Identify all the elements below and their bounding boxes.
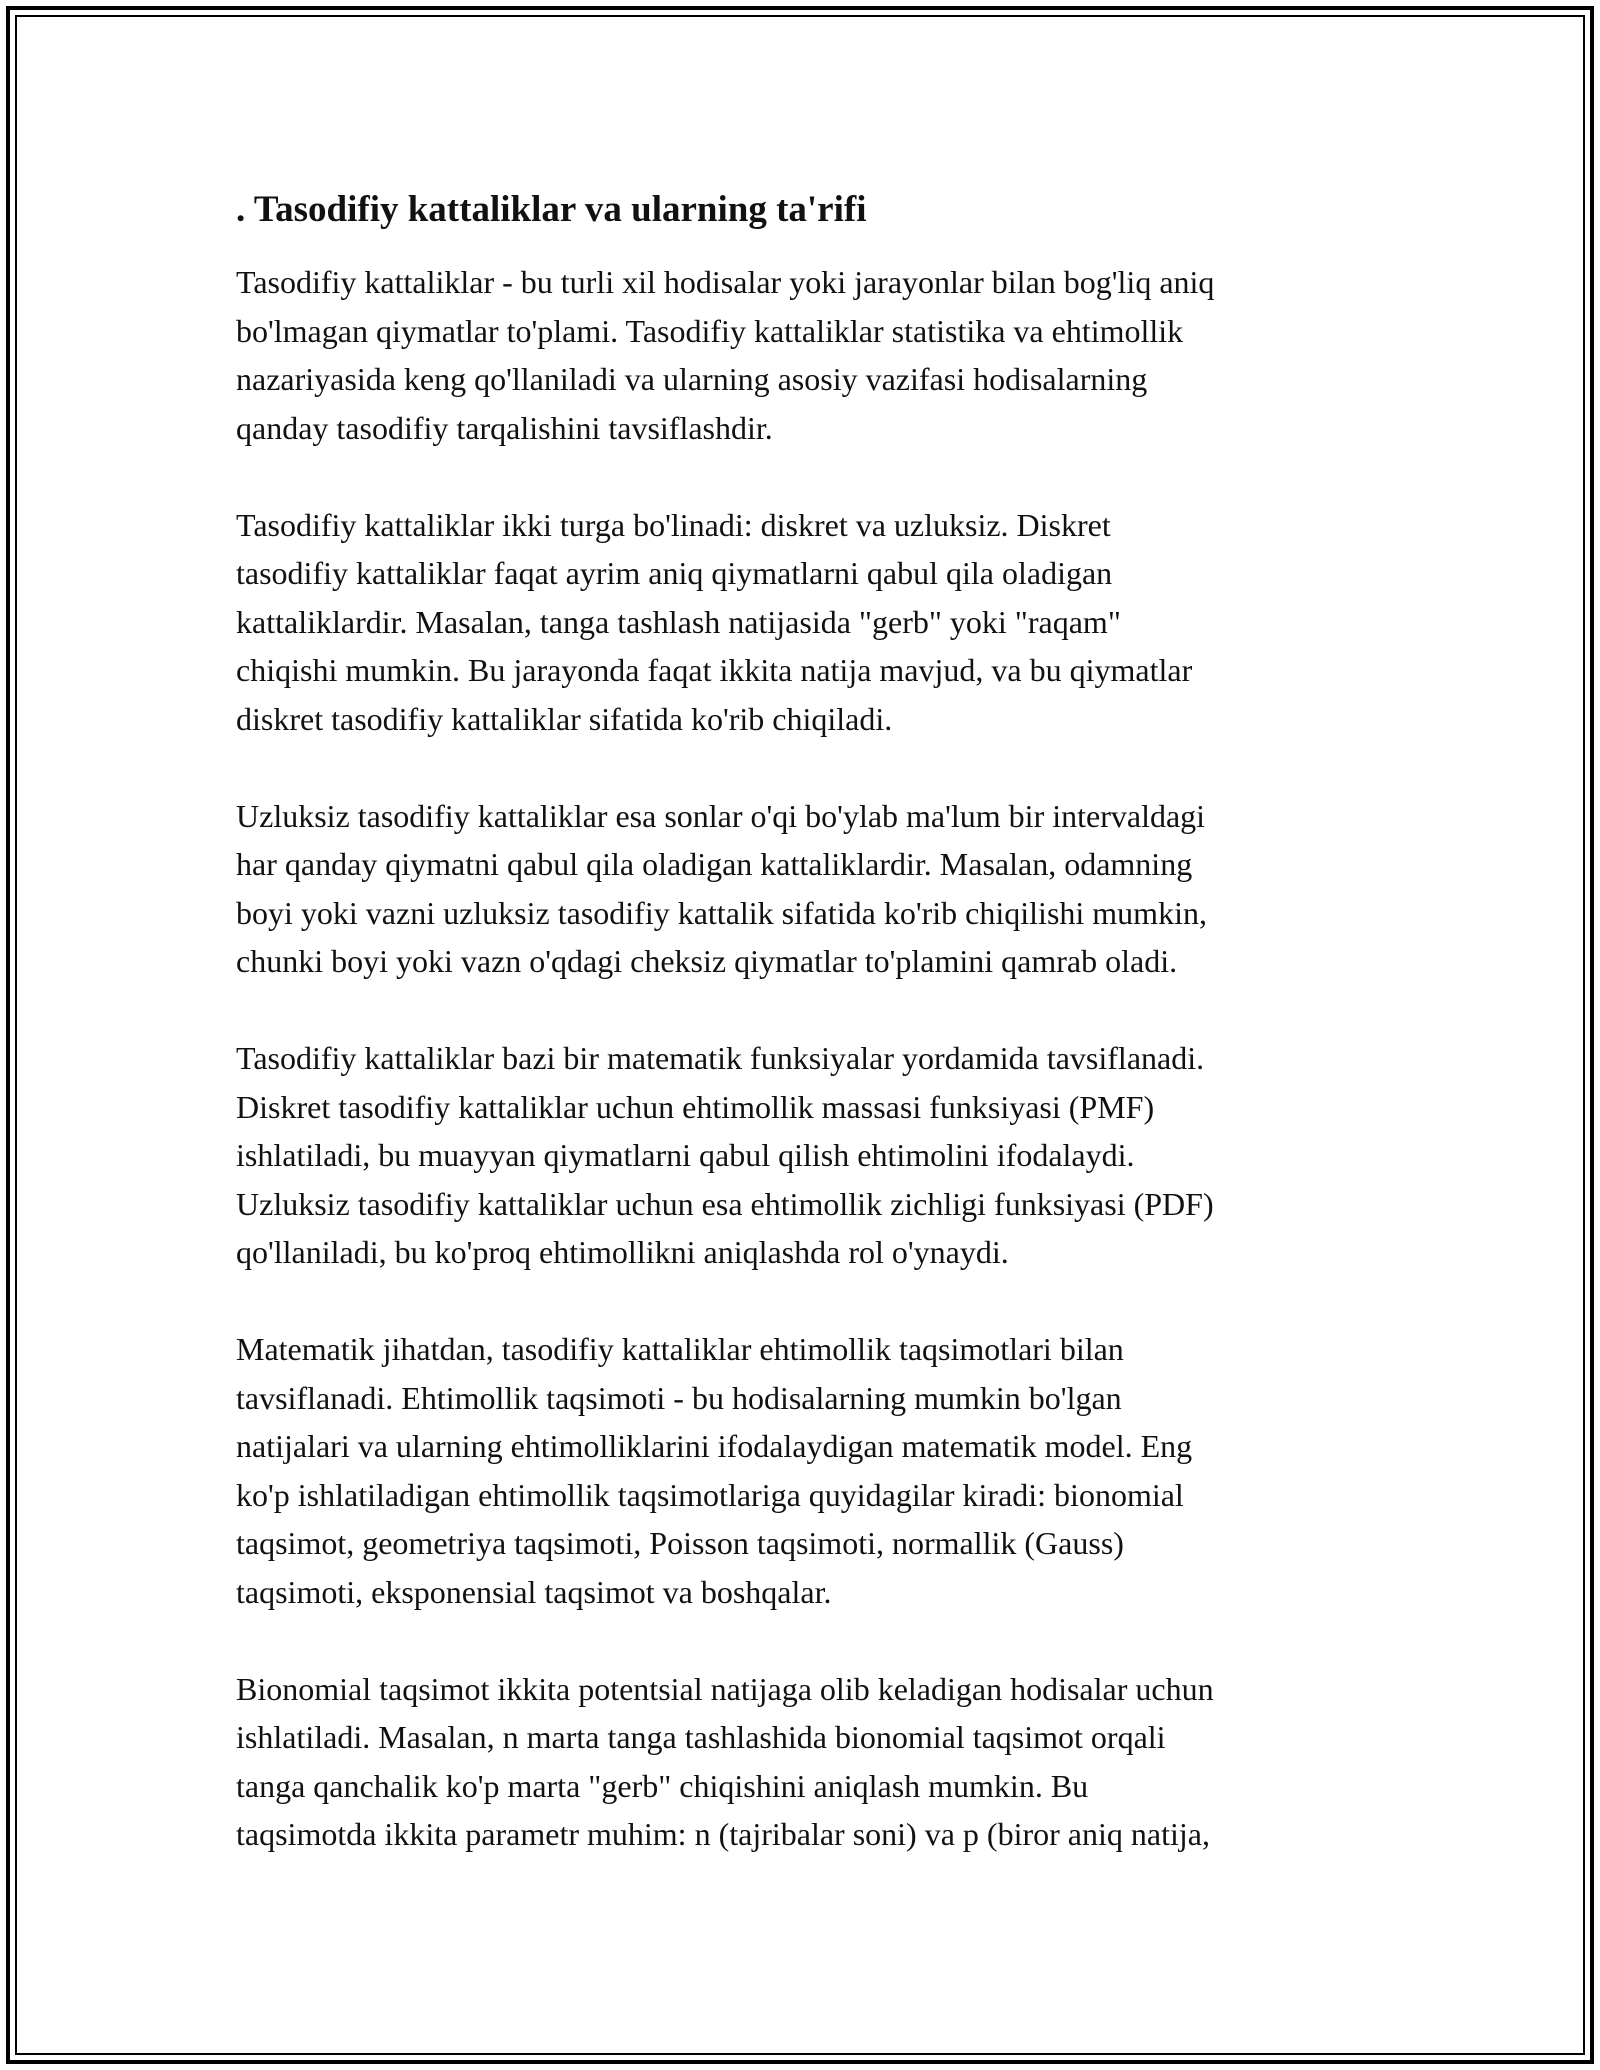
text-line: har qanday qiymatni qabul qila oladigan kattaliklardir. Masalan, odamning	[236, 846, 1193, 882]
paragraph-5	[236, 1325, 1366, 1616]
text-line: Bionomial taqsimot ikkita potentsial natijaga olib keladigan hodisalar uchun	[236, 1670, 1214, 1707]
text-line: ko'p ishlatiladigan ehtimollik taqsimotlariga quyidagilar kiradi: bionomial	[236, 1476, 1184, 1513]
text-line: Matematik jihatdan, tasodifiy kattaliklar ehtimollik taqsimotlari bilan	[236, 1331, 1124, 1367]
text-line: boyi yoki vazni uzluksiz tasodifiy kattalik sifatida ko'rib chiqilishi mumkin,	[236, 894, 1207, 931]
text-line: ishlatiladi. Masalan, n marta tanga tashlashida bionomial taqsimot orqali	[236, 1719, 1166, 1755]
text-line: chunki boyi yoki vazn o'qdagi cheksiz qiymatlar to'plamini qamrab oladi.	[236, 943, 1178, 979]
text-line: nazariyasida keng qo'llaniladi va ularning asosiy vazifasi hodisalarning	[236, 361, 1148, 397]
text-line: bo'lmagan qiymatlar to'plami. Tasodifiy kattaliklar statistika va ehtimollik	[236, 312, 1184, 349]
text-line: kattaliklardir. Masalan, tanga tashlash natijasida "gerb" yoki "raqam"	[236, 603, 1121, 640]
paragraph-1	[236, 258, 1366, 452]
text-line: taqsimotda ikkita parametr muhim: n (tajribalar soni) va p (biror aniq natija,	[236, 1816, 1210, 1852]
text-line: qanday tasodifiy tarqalishini tavsiflashdir.	[236, 409, 773, 446]
document-body	[236, 184, 1366, 1907]
page-title: . Tasodifiy kattaliklar va ularning ta'rifi	[236, 189, 867, 230]
text-line: tavsiflanadi. Ehtimollik taqsimoti - bu hodisalarning mumkin bo'lgan	[236, 1379, 1122, 1416]
text-line: tanga qanchalik ko'p marta "gerb" chiqishini aniqlash mumkin. Bu	[236, 1767, 1089, 1804]
text-line: taqsimot, geometriya taqsimoti, Poisson taqsimoti, normallik (Gauss)	[236, 1525, 1124, 1561]
text-line: Diskret tasodifiy kattaliklar uchun ehtimollik massasi funksiyasi (PMF)	[236, 1088, 1155, 1125]
paragraph-6	[236, 1665, 1366, 1859]
text-line: Tasodifiy kattaliklar - bu turli xil hodisalar yoki jarayonlar bilan bog'liq aniq	[236, 264, 1215, 300]
text-line: Tasodifiy kattaliklar bazi bir matematik funksiyalar yordamida tavsiflanadi.	[236, 1040, 1205, 1076]
text-line: natijalari va ularning ehtimolliklarini ifodalaydigan matematik model. Eng	[236, 1428, 1193, 1464]
text-line: diskret tasodifiy kattaliklar sifatida ko'rib chiqiladi.	[236, 700, 893, 737]
text-line: tasodifiy kattaliklar faqat ayrim aniq qiymatlarni qabul qila oladigan	[236, 555, 1113, 591]
text-line: chiqishi mumkin. Bu jarayonda faqat ikkita natija mavjud, va bu qiymatlar	[236, 652, 1193, 688]
text-line: Uzluksiz tasodifiy kattaliklar esa sonlar o'qi bo'ylab ma'lum bir intervaldagi	[236, 797, 1206, 834]
text-line: ishlatiladi, bu muayyan qiymatlarni qabul qilish ehtimolini ifodalaydi.	[236, 1137, 1135, 1173]
text-line: qo'llaniladi, bu ko'proq ehtimollikni aniqlashda rol o'ynaydi.	[236, 1234, 1009, 1270]
paragraph-2	[236, 501, 1366, 744]
paragraph-3	[236, 792, 1366, 986]
paragraph-4	[236, 1034, 1366, 1277]
text-line: Tasodifiy kattaliklar ikki turga bo'linadi: diskret va uzluksiz. Diskret	[236, 506, 1111, 543]
text-line: taqsimoti, eksponensial taqsimot va boshqalar.	[236, 1573, 832, 1610]
text-line: Uzluksiz tasodifiy kattaliklar uchun esa ehtimollik zichligi funksiyasi (PDF)	[236, 1185, 1214, 1222]
